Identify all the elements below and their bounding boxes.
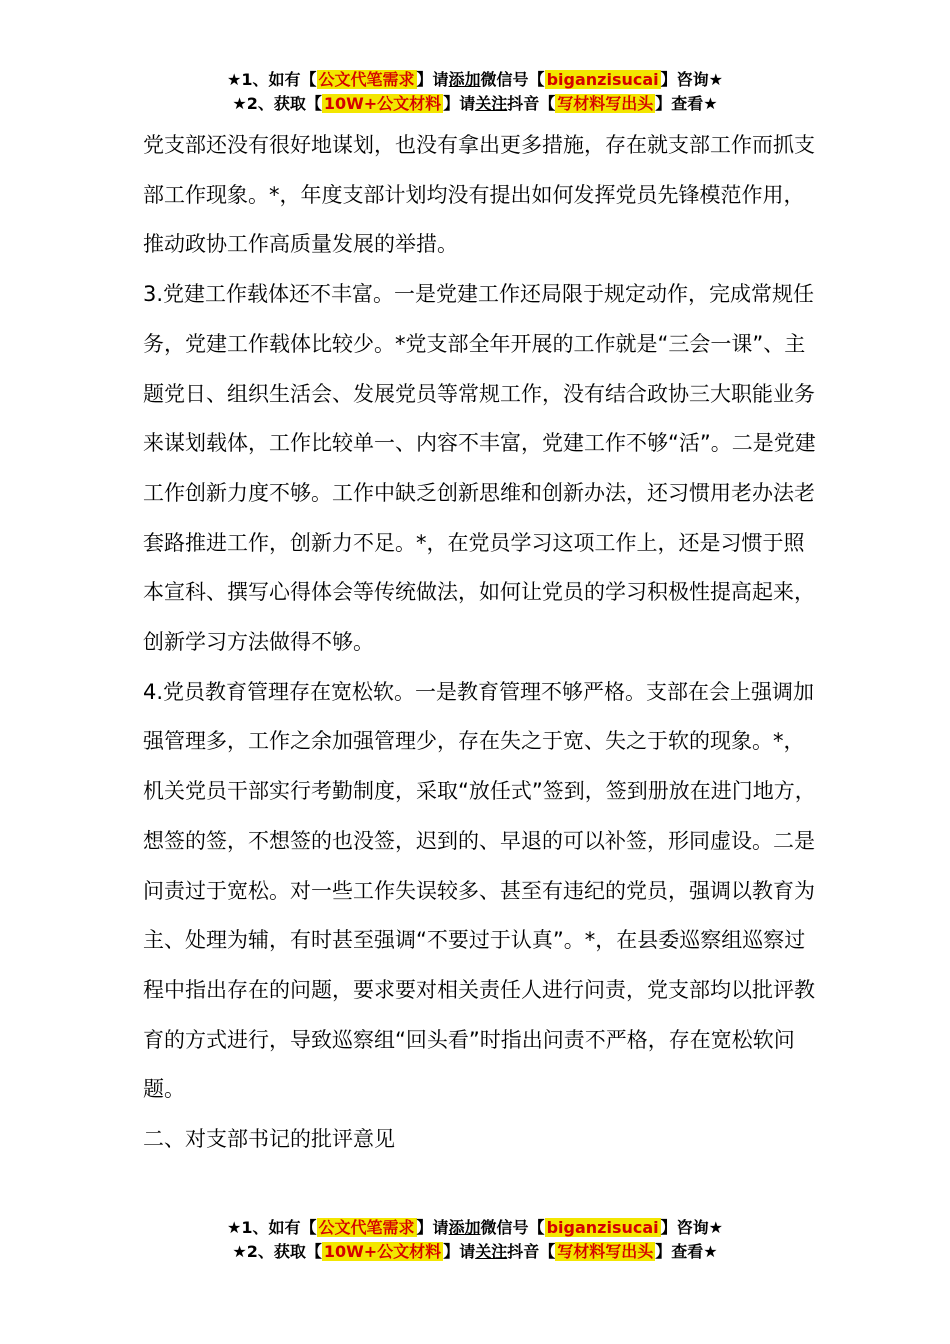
- banner-text: 】请: [443, 94, 476, 113]
- banner-text: 微信号【: [480, 70, 545, 89]
- banner-text: 】咨询★: [660, 70, 723, 89]
- document-body: [143, 121, 823, 1165]
- banner-text: 】咨询★: [660, 1218, 723, 1237]
- banner-text: 】请: [443, 1242, 476, 1261]
- banner-underline: 添加: [448, 1218, 481, 1237]
- top-banner: [0, 68, 950, 116]
- banner-highlight: 写材料写出头: [557, 1242, 654, 1261]
- banner-text: 】请: [416, 1218, 449, 1237]
- bottom-banner: [0, 1216, 950, 1264]
- paragraph: 党支部还没有很好地谋划，也没有拿出更多措施，存在就支部工作而抓支部工作现象。*，年度支部计划均没有提出如何发挥党员先锋模范作用，推动政协工作高质量发展的举措。: [143, 133, 815, 257]
- banner-highlight: biganzisucai: [546, 70, 659, 89]
- banner-text: ★1、如有【: [227, 1218, 317, 1237]
- banner-text: ★1、如有【: [227, 70, 317, 89]
- banner-line-2: [0, 1240, 950, 1264]
- paragraph: 4.党员教育管理存在宽松软。一是教育管理不够严格。支部在会上强调加强管理多，工作之余加强管理少，存在失之于宽、失之于软的现象。*，机关党员干部实行考勤制度，采取“放任式”签到，签到册放在进门地方，想签的签，不想签的也没签，迟到的、早退的可以补签，形同虚设。二是问责过于宽松。对一些工作失误较多、甚至有违纪的党员，强调以教育为主、处理为辅，有时甚至强调“不要过于认真”。*，在县委巡察组巡察过程中指出存在的问题，要求要对相关责任人进行问责，党支部均以批评教育的方式进行，导致巡察组“回头看”时指出问责不严格，存在宽松软问题。: [143, 679, 816, 1102]
- banner-text: 抖音【: [507, 1242, 556, 1261]
- banner-text: 】查看★: [655, 1242, 718, 1261]
- banner-text: 】查看★: [655, 94, 718, 113]
- section-heading: 二、对支部书记的批评意见: [143, 1127, 395, 1152]
- paragraph: 3.党建工作载体还不丰富。一是党建工作还局限于规定动作，完成常规任务，党建工作载体比较少。*党支部全年开展的工作就是“三会一课”、主题党日、组织生活会、发展党员等常规工作，没有结合政协三大职能业务来谋划载体，工作比较单一、内容不丰富，党建工作不够“活”。二是党建工作创新力度不够。工作中缺乏创新思维和创新办法，还习惯用老办法老套路推进工作，创新力不足。*，在党员学习这项工作上，还是习惯于照本宣科、撰写心得体会等传统做法，如何让党员的学习积极性提高起来，创新学习方法做得不够。: [143, 282, 816, 655]
- banner-highlight: 写材料写出头: [557, 94, 654, 113]
- banner-text: 抖音【: [507, 94, 556, 113]
- banner-underline: 关注: [475, 94, 508, 113]
- banner-line-2: [0, 92, 950, 116]
- banner-highlight: 公文代笔需求: [318, 1218, 415, 1237]
- banner-highlight: 10W+公文材料: [323, 94, 442, 113]
- banner-highlight: 10W+公文材料: [323, 1242, 442, 1261]
- banner-highlight: biganzisucai: [546, 1218, 659, 1237]
- banner-text: ★2、获取【: [232, 1242, 322, 1261]
- banner-underline: 添加: [448, 70, 481, 89]
- banner-highlight: 公文代笔需求: [318, 70, 415, 89]
- banner-text: 】请: [416, 70, 449, 89]
- banner-underline: 关注: [475, 1242, 508, 1261]
- banner-line-1: [0, 68, 950, 92]
- banner-text: ★2、获取【: [232, 94, 322, 113]
- banner-line-1: [0, 1216, 950, 1240]
- banner-text: 微信号【: [480, 1218, 545, 1237]
